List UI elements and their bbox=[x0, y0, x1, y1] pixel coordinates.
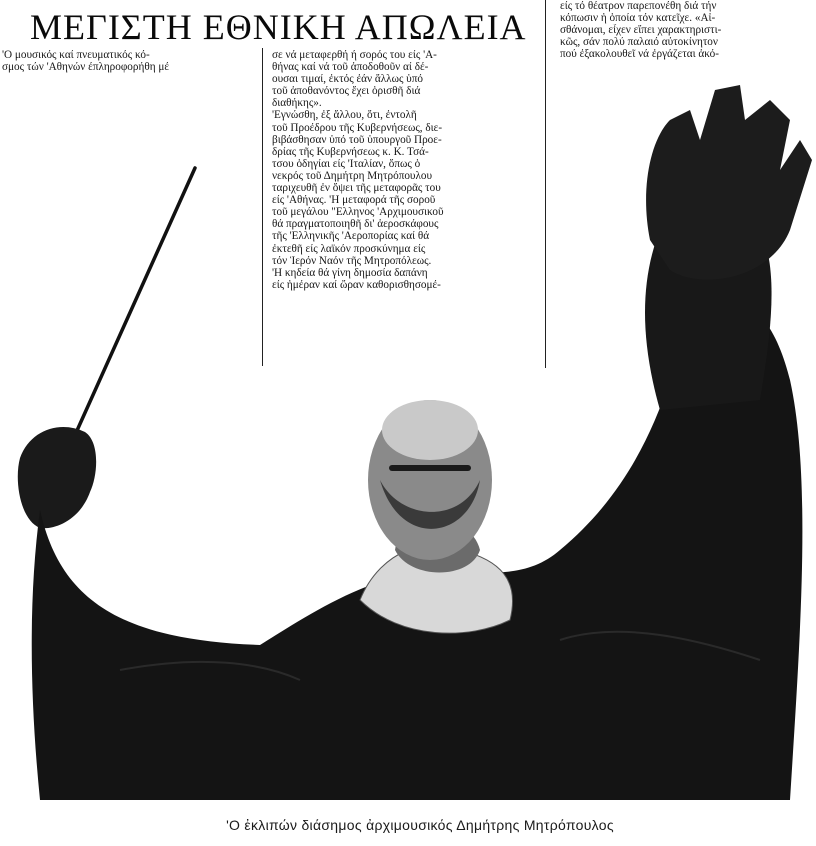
column-right bbox=[560, 0, 814, 60]
left-hand bbox=[18, 427, 96, 528]
headline: ΜΕΓΙΣΤΗ ΕΘΝΙΚΗ ΑΠΩΛΕΙΑ bbox=[30, 7, 527, 47]
baton bbox=[75, 168, 195, 435]
text-line: 'Η κηδεία θά γίνη δημοσία δαπάνη bbox=[272, 266, 428, 279]
text-line: τόν Ἱερόν Ναόν τῆς Μητροπόλεως. bbox=[272, 254, 432, 267]
text-line: είς τό θέατρον παρεπονέθη διά τήν bbox=[560, 0, 717, 12]
column-rule-left bbox=[262, 48, 263, 366]
text-line: θήνας καί νά τοῦ ἀποδοθοῦν αί δέ- bbox=[272, 61, 429, 74]
text-line: τσου ὁδηγίαι είς 'Ιταλίαν, ὅπως ὁ bbox=[272, 157, 421, 170]
text-line: σε νά μεταφερθή ή σορός του είς 'Α- bbox=[272, 49, 437, 61]
text-line: δρίας τῆς Κυβερνήσεως κ. Κ. Τσά- bbox=[272, 145, 429, 158]
photo-caption: 'Ο ἐκλιπών διάσημος ἀρχιμουσικός Δημήτρης Μητρόπουλος bbox=[226, 817, 614, 833]
head-highlight bbox=[382, 400, 478, 460]
text-line: τῆς 'Ελληνικῆς 'Αεροπορίας καί θά bbox=[272, 230, 430, 243]
text-line: 'Ο μουσικός καί πνευματικός κό- bbox=[2, 49, 150, 61]
text-line: είς 'Αθήνας. 'Η μεταφορά τῆς σοροῦ bbox=[272, 194, 436, 207]
column-rule-right bbox=[545, 0, 546, 368]
text-line: τοῦ ἀποθανόντος ἔχει ὁρισθῆ διά bbox=[272, 85, 421, 98]
column-middle bbox=[272, 49, 544, 291]
text-line: σμος τών 'Αθηνών έπληροφορήθη μέ bbox=[2, 61, 170, 74]
text-line: κόπωσιν ἡ ὁποία τόν κατεῖχε. «Αἰ- bbox=[560, 12, 716, 25]
text-line: κῶς, σάν πολύ παλαιό αὐτοκίνητον bbox=[560, 36, 718, 49]
text-line: τοῦ μεγάλου "Ελληνος 'Αρχιμουσικοῦ bbox=[272, 206, 444, 219]
text-line: νεκρός τοῦ Δημήτρη Μητρόπουλου bbox=[272, 169, 433, 182]
text-line: ἐκτεθῆ είς λαϊκόν προσκύνημα είς bbox=[272, 242, 426, 255]
text-line: ουσαι τιμαί, ἐκτός ἐάν ἄλλως ὑπό bbox=[272, 73, 423, 86]
column-left bbox=[2, 49, 260, 73]
text-line: τοῦ Προέδρου τῆς Κυβερνήσεως, διε- bbox=[272, 121, 443, 134]
text-line: βιβάσθησαν ὑπό τοῦ ὑπουργοῦ Προε- bbox=[272, 133, 442, 146]
text-line: πού ἐξακολουθεῖ νά ἐργάζεται ἀκό- bbox=[560, 48, 719, 61]
text-line: είς ἡμέραν καί ὥραν καθορισθησομέ- bbox=[272, 278, 441, 291]
text-line: 'Εγνώσθη, ἐξ ἄλλου, ὅτι, ἐντολῆ bbox=[272, 109, 417, 122]
text-line: διαθήκης». bbox=[272, 97, 322, 110]
text-line: σθάνομαι, εἶχεν εἴπει χαρακτηριστι- bbox=[560, 24, 722, 37]
text-line: ταριχευθῆ ἐν ὄψει τῆς μεταφορᾶς του bbox=[272, 182, 441, 195]
right-hand bbox=[646, 85, 812, 280]
text-line: θά πραγματοποιηθῆ δι' ἀεροσκάφους bbox=[272, 218, 439, 231]
